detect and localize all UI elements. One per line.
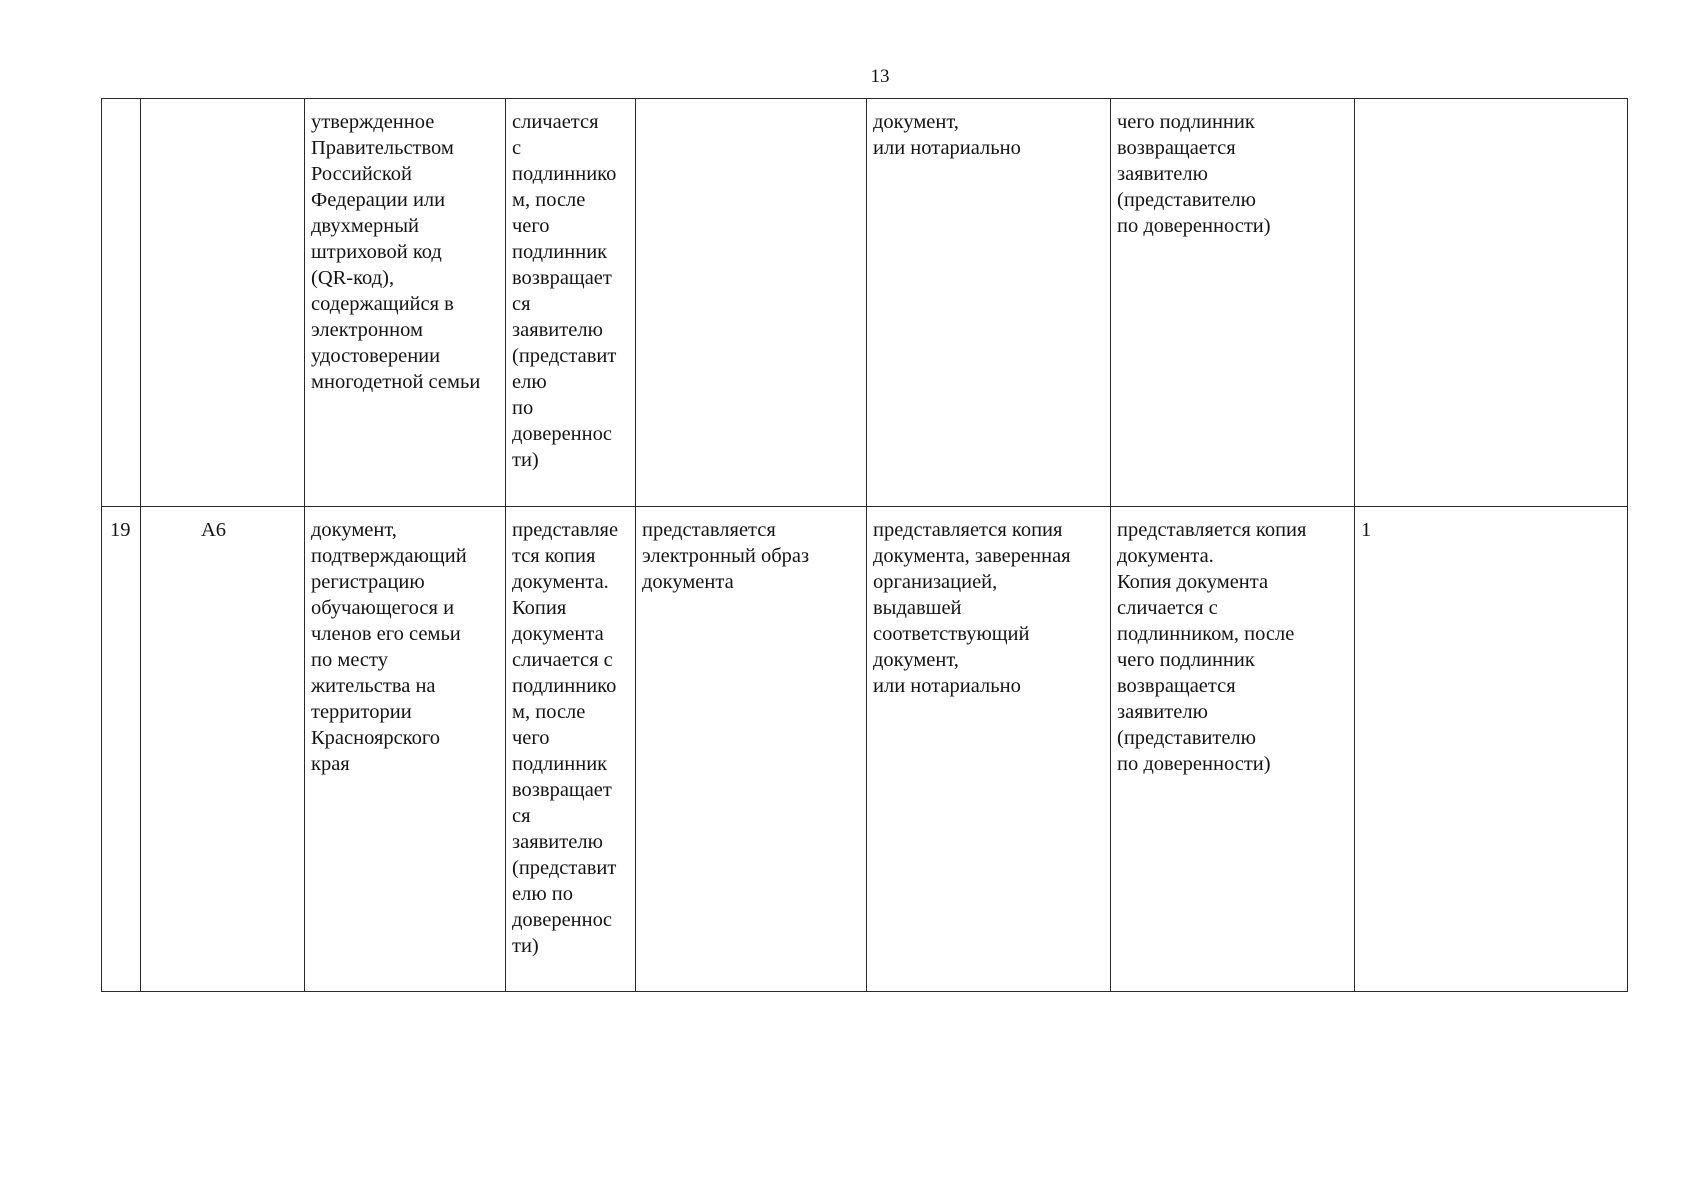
count-cell <box>1355 99 1628 507</box>
paper-submission-cell: представляе тся копия документа. Копия документа сличается с подлиннико м, после чего подлинник возвращает ся заявителю (представит елю по доверенноc ти) <box>506 507 636 992</box>
paper-submission-cell: сличается с подлиннико м, после чего подлинник возвращает ся заявителю (представит елю по доверенноc ти) <box>506 99 636 507</box>
page-number: 13 <box>870 66 890 87</box>
document-name-cell: документ, подтверждающий регистрацию обучающегося и членов его семьи по месту жительства на территории Красноярского края <box>305 507 506 992</box>
table-row <box>102 507 1628 992</box>
count-cell: 1 <box>1355 507 1628 992</box>
document-code-cell: А6 <box>141 507 305 992</box>
mfc-copy-cell: представляется копия документа. Копия документа сличается с подлинником, после чего подлинник возвращается заявителю (представителю по доверенности) <box>1111 507 1355 992</box>
mfc-copy-cell: чего подлинник возвращается заявителю (представителю по доверенности) <box>1111 99 1355 507</box>
certified-copy-cell: представляется копия документа, заверенная организацией, выдавшей соответствующий документ, или нотариально <box>867 507 1111 992</box>
electronic-submission-cell: представляется электронный образ документа <box>636 507 867 992</box>
documents-table <box>101 98 1628 992</box>
document-code-cell <box>141 99 305 507</box>
table-row <box>102 99 1628 507</box>
certified-copy-cell: документ, или нотариально <box>867 99 1111 507</box>
row-number-cell <box>102 99 141 507</box>
electronic-submission-cell <box>636 99 867 507</box>
document-name-cell: утвержденное Правительством Российской Федерации или двухмерный штриховой код (QR-код), содержащийся в электронном удостоверении многодетной семьи <box>305 99 506 507</box>
row-number-cell: 19 <box>102 507 141 992</box>
